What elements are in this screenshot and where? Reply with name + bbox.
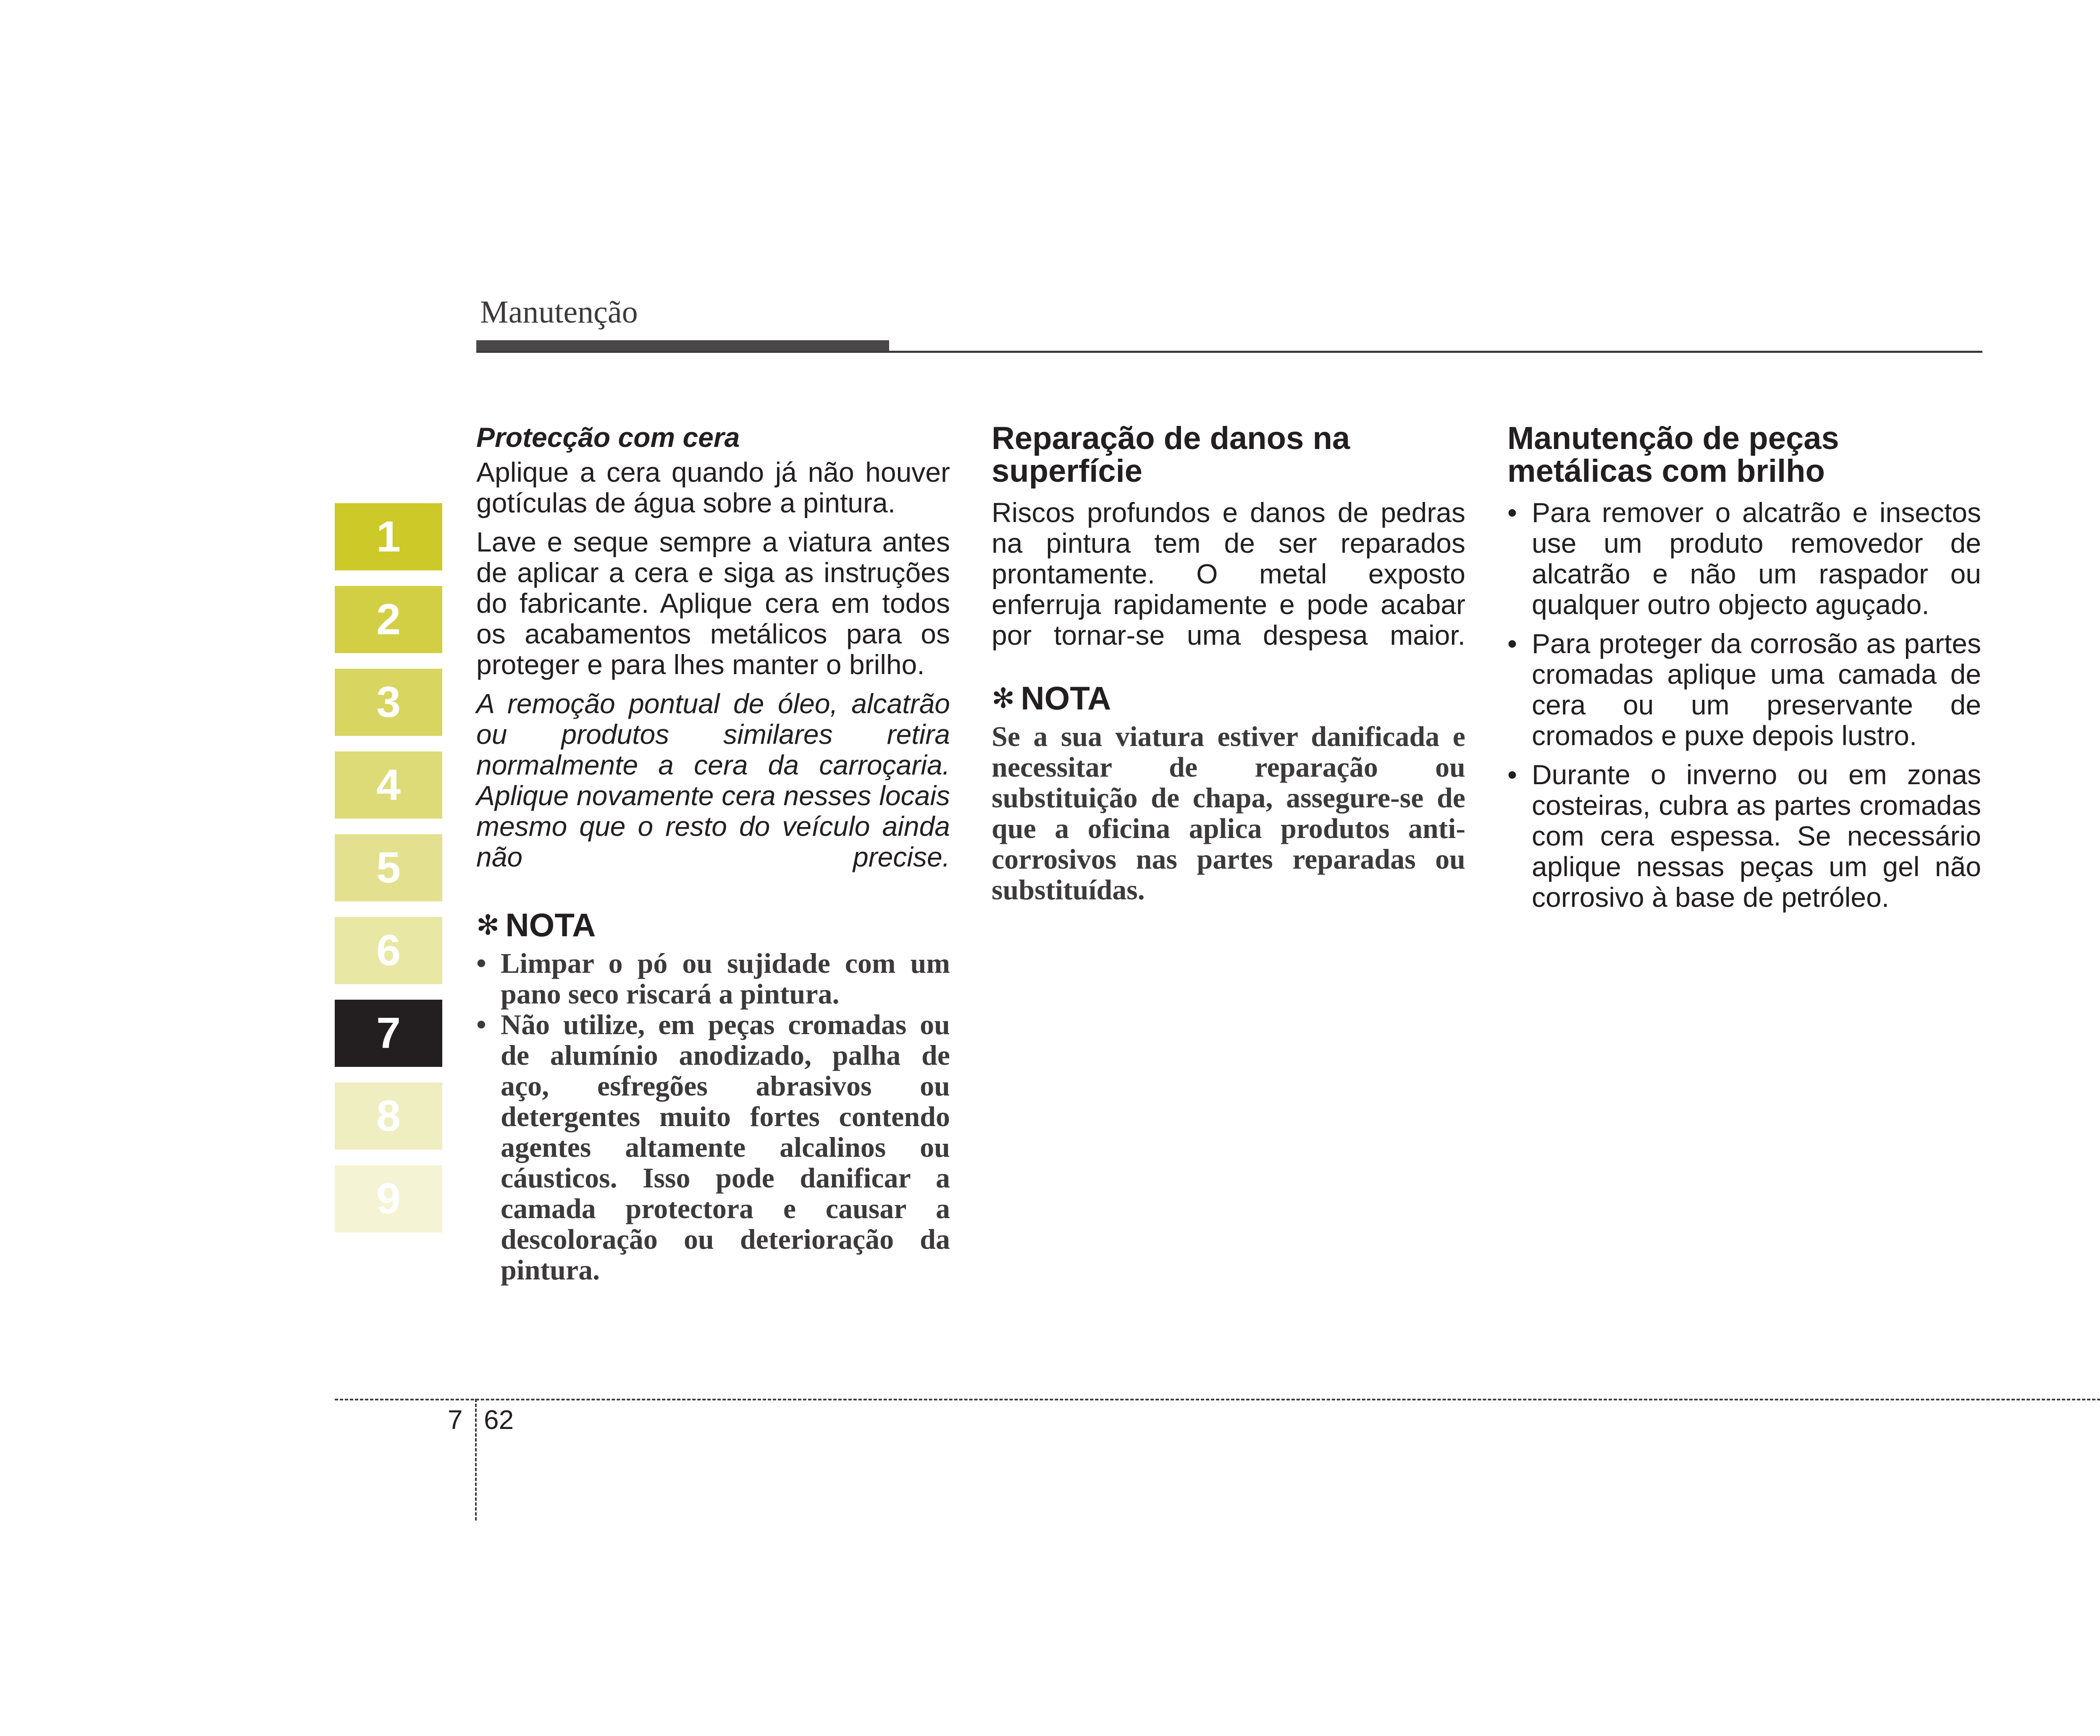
list-item-text: Para remover o alcatrão e insectos use um produto removedor de alcatrão e não um raspador ou qualquer outro objecto aguçado. xyxy=(1532,497,1981,620)
heading-surface-repair: Reparação de danos na superfície xyxy=(992,420,1350,489)
nota-item-text: Limpar o pó ou sujidade com um pano seco riscará a pintura. xyxy=(501,947,950,1010)
chapter-tab-label: 7 xyxy=(376,1009,401,1058)
list-item-text: Para proteger da corrosão as partes cromadas aplique uma camada de cera ou um preservante de cromados e puxe depois lustro. xyxy=(1532,628,1981,751)
chapter-tab-label: 8 xyxy=(376,1091,401,1140)
footer-page-number: 62 xyxy=(484,1405,514,1435)
subheading-wax-protection: Protecção com cera xyxy=(476,422,740,453)
paragraph: Riscos profundos e danos de pedras na pintura tem de ser reparados prontamente. O metal exposto enferruja rapidamente e pode acabar por tornar-se uma despesa maior. xyxy=(992,497,1465,651)
chapter-tab-6[interactable] xyxy=(335,917,442,984)
chapter-tab-7-active[interactable] xyxy=(335,1000,442,1067)
chapter-tab-3[interactable] xyxy=(335,669,442,736)
list-item xyxy=(476,1009,950,1285)
chapter-tab-label: 2 xyxy=(376,595,401,644)
bullet-icon: • xyxy=(476,947,486,979)
nota-title: NOTA xyxy=(1021,680,1111,717)
chapter-tab-label: 5 xyxy=(376,843,401,892)
chapter-tab-label: 9 xyxy=(376,1174,401,1223)
nota-heading xyxy=(992,679,1465,717)
column-surface-repair xyxy=(992,422,1465,905)
heading-chrome-maintenance: Manutenção de peças metálicas com brilho xyxy=(1507,420,1839,489)
chapter-tab-label: 4 xyxy=(376,760,401,809)
bullet-icon: • xyxy=(476,1009,486,1040)
bullet-icon: • xyxy=(1507,628,1517,659)
chapter-tab-label: 3 xyxy=(376,678,401,727)
list-item-text: Durante o inverno ou em zonas costeiras, cubra as partes cromadas com cera espessa. Se necessário aplique nessas peças um gel não corrosivo à base de petróleo. xyxy=(1532,759,1981,913)
paragraph: Lave e seque sempre a viatura antes de aplicar a cera e siga as instruções do fabricante. Aplique cera em todos os acabamentos metálicos para os proteger e para lhes manter o brilho. xyxy=(476,526,950,680)
chapter-tab-label: 6 xyxy=(376,926,401,975)
bullet-icon: • xyxy=(1507,497,1517,528)
chapter-tab-4[interactable] xyxy=(335,751,442,819)
footer-dashed-divider xyxy=(475,1399,477,1521)
nota-item-text: Não utilize, em peças cromadas ou de alumínio anodizado, palha de aço, esfregões abrasivos ou detergentes muito fortes contendo agentes altamente alcalinos ou cáusticos. Isso pode danificar a camada protectora e causar a descoloração ou deterioração da pintura. xyxy=(501,1009,950,1286)
paragraph-italic: A remoção pontual de óleo, alcatrão ou produtos similares retira normalmente a cera da carroçaria. Aplique novamente cera nesses locais mesmo que o resto do veículo ainda não precise. xyxy=(476,688,950,872)
footer-chapter-number: 7 xyxy=(448,1405,463,1435)
list-item xyxy=(1507,628,1981,751)
nota-heading xyxy=(476,906,950,944)
page-header-title: Manutenção xyxy=(480,294,638,330)
chapter-tab-9[interactable] xyxy=(335,1165,442,1232)
list-item xyxy=(476,948,950,1009)
column-wax-protection xyxy=(476,422,950,1285)
chapter-tab-label: 1 xyxy=(376,512,401,561)
chapter-tab-5[interactable] xyxy=(335,834,442,901)
list-item xyxy=(1507,759,1981,913)
bullet-icon: • xyxy=(1507,759,1517,790)
chapter-tab-8[interactable] xyxy=(335,1082,442,1150)
paragraph: Aplique a cera quando já não houver gotículas de água sobre a pintura. xyxy=(476,457,950,518)
chapter-tab-1[interactable] xyxy=(335,503,442,570)
asterisk-icon: ✻ xyxy=(992,683,1015,714)
footer-dashed-rule xyxy=(335,1399,2100,1400)
nota-title: NOTA xyxy=(505,906,596,943)
header-rule xyxy=(476,351,1982,353)
list-item xyxy=(1507,497,1981,620)
asterisk-icon: ✻ xyxy=(476,909,500,940)
nota-text: Se a sua viatura estiver danificada e necessitar de reparação ou substituição de chapa, assegure-se de que a oficina aplica produtos anti-corrosivos nas partes reparadas ou substituídas. xyxy=(992,720,1465,906)
column-chrome-maintenance xyxy=(1507,422,1981,921)
chapter-tab-2[interactable] xyxy=(335,586,442,653)
